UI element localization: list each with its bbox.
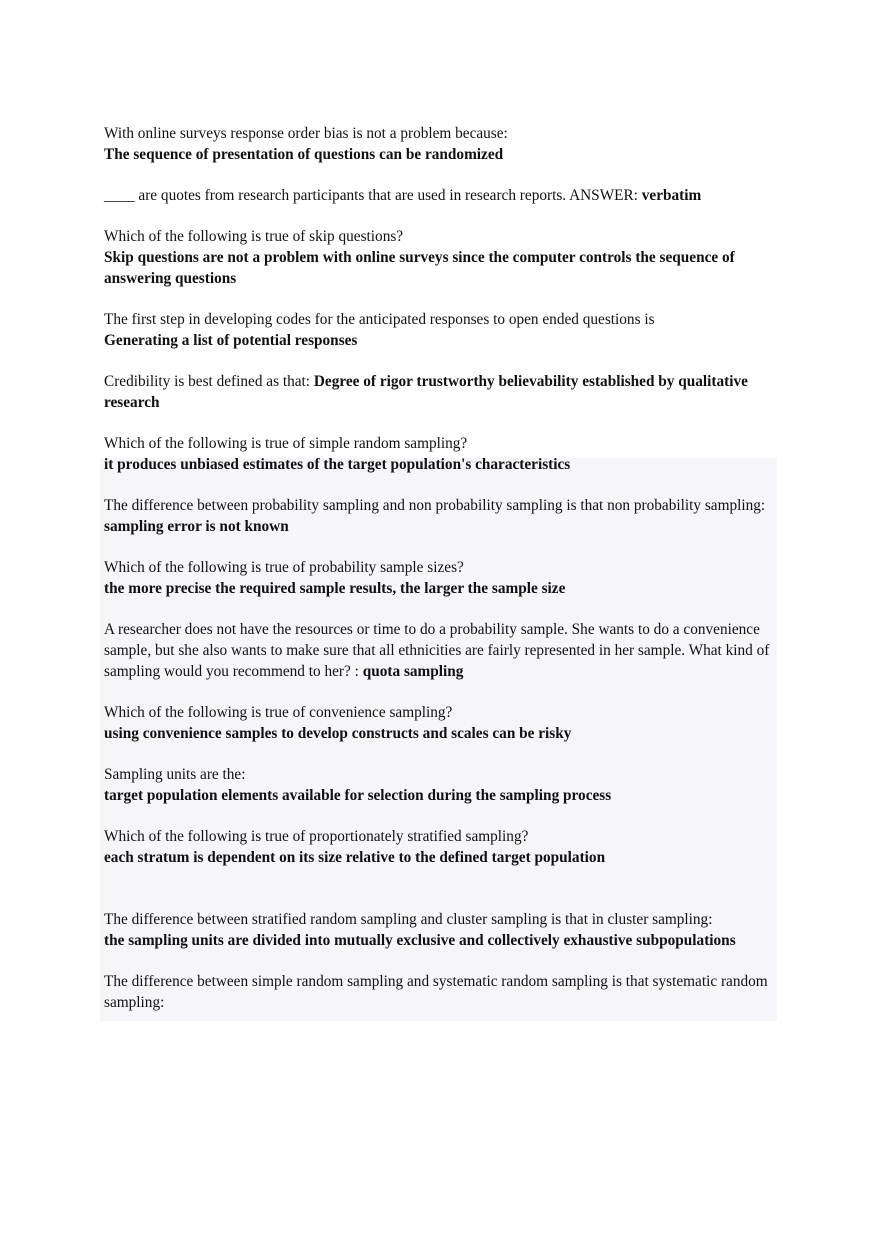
question-text: A researcher does not have the resources or time to do a probability sample. She wants to do a convenience sample, but she also wants to make sure that all ethnicities are fairly represented in her sample. What kind of sampling would you recommend to her? : (104, 621, 770, 680)
question-text: The difference between simple random sampling and systematic random sampling is that systematic random sampling: (104, 973, 768, 1011)
qa-item-3 (104, 226, 776, 289)
question-text: Sampling units are the: (104, 766, 246, 783)
qa-item-2 (104, 185, 776, 206)
question-text: Which of the following is true of skip questions? (104, 228, 404, 245)
qa-item-13 (104, 909, 776, 951)
question-text: Which of the following is true of proportionately stratified sampling? (104, 828, 529, 845)
qa-item-10 (104, 702, 776, 744)
answer-text: the more precise the required sample results, the larger the sample size (104, 580, 566, 597)
qa-item-9 (104, 619, 776, 682)
document-content (104, 123, 776, 1033)
answer-text: Skip questions are not a problem with online surveys since the computer controls the sequence of answering questions (104, 249, 735, 287)
qa-item-5 (104, 371, 776, 413)
answer-text: sampling error is not known (104, 518, 289, 535)
answer-text: The sequence of presentation of questions can be randomized (104, 146, 504, 163)
qa-item-7 (104, 495, 776, 537)
question-text: Which of the following is true of convenience sampling? (104, 704, 453, 721)
question-text: The difference between probability sampling and non probability sampling is that non probability sampling: (104, 497, 766, 514)
answer-text: verbatim (641, 187, 702, 204)
answer-text: it produces unbiased estimates of the target population's characteristics (104, 456, 571, 473)
answer-text: target population elements available for selection during the sampling process (104, 787, 612, 804)
question-text: ____ are quotes from research participants that are used in research reports. ANSWER: (104, 187, 642, 204)
qa-item-12 (104, 826, 776, 868)
answer-text: the sampling units are divided into mutually exclusive and collectively exhaustive subpopulations (104, 932, 736, 949)
qa-item-6 (104, 433, 776, 475)
question-text: With online surveys response order bias is not a problem because: (104, 125, 508, 142)
answer-text: quota sampling (362, 663, 464, 680)
answer-text: Degree of rigor trustworthy believability established by qualitative research (104, 373, 748, 411)
qa-item-1 (104, 123, 776, 165)
question-text: The first step in developing codes for the anticipated responses to open ended questions is (104, 311, 655, 328)
answer-text: Generating a list of potential responses (104, 332, 358, 349)
question-text: Credibility is best defined as that: (104, 373, 314, 390)
answer-text: using convenience samples to develop constructs and scales can be risky (104, 725, 572, 742)
qa-item-8 (104, 557, 776, 599)
qa-item-4 (104, 309, 776, 351)
qa-item-11 (104, 764, 776, 806)
question-text: Which of the following is true of simple random sampling? (104, 435, 468, 452)
qa-item-14 (104, 971, 776, 1013)
answer-text: each stratum is dependent on its size relative to the defined target population (104, 849, 606, 866)
question-text: The difference between stratified random sampling and cluster sampling is that in cluster sampling: (104, 911, 713, 928)
question-text: Which of the following is true of probability sample sizes? (104, 559, 464, 576)
